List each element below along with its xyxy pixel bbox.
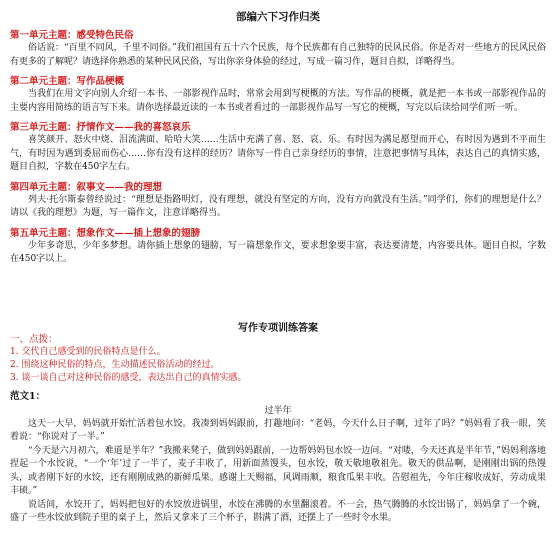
- point-item: 2. 围绕这种民俗的特点，生动描述民俗活动的经过。: [10, 359, 220, 370]
- essay-title: 过半年: [264, 405, 292, 416]
- unit-title: 第三单元主题：抒情作文——我的喜怒哀乐: [10, 122, 191, 133]
- sample-label: 范文1：: [10, 390, 46, 402]
- unit-section-4: [10, 181, 546, 221]
- unit-title: 第四单元主题：叙事文——我的理想: [10, 181, 163, 193]
- unit-body: 喜笑颜开、怒火中烧、泪流满面、哈哈大笑……生活中充满了喜、怒、哀、乐。有时因为满足愿望而开心，有时因为遇到不平而生气，有时因为遇到委屈而伤心……你有没有这样的经历？请你写一件自己亲身经历的事情，注意把事情写具体，表达自己的真情实感，题目自拟，字数在450字左右。: [10, 135, 546, 172]
- point-item: 3. 谈一谈自己对这种民俗的感受，表达出自己的真情实感。: [10, 372, 247, 383]
- points-heading: 一、点拨：: [10, 333, 58, 345]
- unit-section-2: [10, 75, 546, 115]
- unit-section-5: [10, 227, 546, 267]
- unit-body: 俗话说：“百里不同风，千里不同俗。”我们祖国有五十六个民族，每个民族都有自己独特的民风民俗。你是否对一些地方的民风民俗有更多的了解呢？请选择你熟悉的某种民风民俗，写出你亲身体验的经过，写成一篇习作，题目自拟，详略得当。: [10, 43, 546, 67]
- essay-paragraph: 这天一大早，妈妈就开始忙活着包水饺。我凑到妈妈跟前，打趣地问：“老妈，今天什么日子啊，过年了吗？”妈妈看了我一眼，笑着说：“你说对了一半。”: [10, 418, 546, 442]
- answers-section: [10, 319, 546, 523]
- unit-body: 当我们在用文字向别人介绍一本书、一部影视作品时，常常会用到写梗概的方法。写作品的梗概，就是把一本书或一部影视作品的主要内容用简练的语言写下来。请你选择最近读的一本书或者看过的一部影视作品写一写它的梗概，写完以后读给同学们听一听。: [10, 89, 546, 113]
- unit-title: 第二单元主题：写作品梗概: [10, 76, 125, 87]
- answers-title: 写作专项训练答案: [238, 322, 318, 334]
- point-item: 1. 交代自己感受到的民俗特点是什么。: [10, 346, 166, 357]
- unit-title: 第一单元主题：感受特色民俗: [10, 30, 134, 41]
- essay-paragraph: “今天是六月初六，难道是半年？”我搬来凳子，做到妈妈跟前，一边帮妈妈包水饺一边问。“对喽，今天还真是半年节，”妈妈利落地捏起一个水饺说，“一个‘年’过了一半了，麦子丰收了，用新面蒸馒头，包水饺，敬天敬地敬祖先。敬天的供品啊，是刚刚出锅的热馒头，或者刚下好的水饺，还有刚刚成熟的新鲜瓜果。感谢上天赐福，风调雨顺，粮食瓜果丰收。告慰祖先，今年庄稼收成好，劳动成果丰硕。”: [10, 445, 546, 496]
- unit-title: 第五单元主题：想象作文——插上想象的翅膀: [10, 227, 201, 239]
- unit-section-3: [10, 121, 546, 175]
- unit-section-1: [10, 29, 546, 69]
- document-title: 部编六下习作归类: [236, 11, 320, 23]
- essay-paragraph: 说话间，水饺开了，妈妈把包好的水饺放进锅里，水饺在沸腾的水里翻滚着。不一会，热气腾腾的水饺出锅了，妈妈拿了一个碗，盛了一些水饺放到院子里的桌子上，然后又拿来了三个杯子，斟满了酒，还摆上了一些时令水果。: [10, 499, 546, 523]
- unit-body: 列夫·托尔斯泰曾经说过：“理想是指路明灯，没有理想，就没有坚定的方向，没有方向就没有生活。”同学们，你们的理想是什么？请以《我的理想》为题，写一篇作文，注意详略得当。: [10, 194, 546, 218]
- section-spacer: [10, 267, 546, 319]
- document-page: [0, 9, 556, 558]
- unit-body: 少年多奇思，少年多梦想。请你插上想象的翅膀，写一篇想象作文，要求想象要丰富，表达要清楚，内容要具体。题目自拟，字数在450字以上。: [10, 240, 546, 264]
